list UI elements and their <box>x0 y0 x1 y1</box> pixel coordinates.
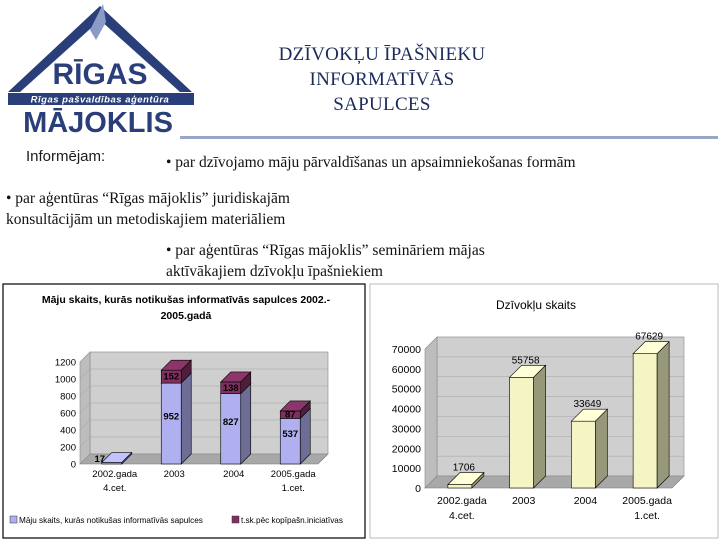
bar-series1-side <box>241 384 251 464</box>
rigas-majoklis-logo <box>0 0 200 140</box>
logo-agency-text: Rīgas pašvaldības aģentūra <box>30 94 170 106</box>
y-tick-label: 60000 <box>391 363 421 376</box>
bar-apartments-side <box>534 365 546 488</box>
bar-series1 <box>161 383 181 464</box>
bar-apartments-side <box>595 409 607 488</box>
right-chart-title: Dzīvokļu skaits <box>495 298 577 312</box>
bar-apartments <box>448 485 472 488</box>
bar-apartments <box>510 377 534 488</box>
bullet-consultations <box>6 188 290 230</box>
x-tick-label: 2003 <box>511 495 536 507</box>
bar-apartments-side <box>657 342 669 488</box>
right-chart-side-wall <box>425 337 437 488</box>
charts-area <box>0 282 720 540</box>
data-label-apartments: 1706 <box>452 462 475 474</box>
x-tick-label: 2002.gada <box>437 495 487 507</box>
y-tick-label: 10000 <box>391 463 421 476</box>
page-title <box>232 42 532 117</box>
data-label-series1: 827 <box>222 416 239 428</box>
data-label-apartments: 55758 <box>511 355 540 367</box>
x-tick-label: 1.cet. <box>281 483 305 494</box>
x-tick-label: 4.cet. <box>449 510 475 522</box>
y-tick-label: 1000 <box>54 374 76 386</box>
y-tick-label: 50000 <box>391 383 421 396</box>
y-tick-label: 20000 <box>391 443 421 456</box>
data-label-series2: 152 <box>163 371 180 383</box>
inform-label: Informējam: <box>26 148 106 165</box>
bullet-line: • par aģentūras “Rīgas mājoklis” semināriem mājas <box>166 242 485 259</box>
data-label-apartments: 33649 <box>573 399 602 411</box>
data-label-series2: 138 <box>222 382 239 394</box>
data-label-apartments: 67629 <box>635 331 664 343</box>
bullet-line: konsultācijām un metodiskajiem materiāliem <box>6 211 286 228</box>
y-tick-label: 30000 <box>391 423 421 436</box>
y-tick-label: 200 <box>60 442 76 454</box>
title-line: SAPULCES <box>333 94 431 115</box>
legend-swatch-series2 <box>232 516 239 523</box>
x-tick-label: 2005.gada <box>270 469 316 480</box>
y-tick-label: 70000 <box>391 344 421 356</box>
bullet-line: • par aģentūras “Rīgas mājoklis” juridiskajām <box>6 190 290 207</box>
legend-label-series1: Māju skaits, kurās notikušas informatīvās sapulces <box>19 516 203 525</box>
data-label-series1: 952 <box>163 411 180 423</box>
data-label-series1: 537 <box>282 429 299 441</box>
x-tick-label: 2005.gada <box>622 495 672 507</box>
left-chart-legend <box>10 516 343 525</box>
logo-rigas-text: RĪGAS <box>52 58 148 91</box>
header-divider <box>180 136 718 139</box>
left-chart-title-line1: Māju skaits, kurās notikušas informatīvās sapulces 2002.- <box>41 294 331 306</box>
y-tick-label: 40000 <box>391 403 421 416</box>
bar-apartments <box>633 354 657 488</box>
title-line: INFORMATĪVĀS <box>309 69 455 90</box>
y-tick-label: 800 <box>60 391 76 403</box>
y-tick-label: 0 <box>415 483 421 495</box>
bullet-management-forms: • par dzīvojamo māju pārvaldīšanas un apsaimniekošanas formām <box>166 154 576 171</box>
y-tick-label: 600 <box>60 408 76 420</box>
y-tick-label: 400 <box>60 425 76 437</box>
data-label-series2: 87 <box>284 409 296 421</box>
data-label-series1: 17 <box>94 454 106 465</box>
title-line: DZĪVOKĻU ĪPAŠNIEKU <box>278 44 486 65</box>
x-tick-label: 2003 <box>163 469 185 480</box>
x-tick-label: 2004 <box>223 469 245 480</box>
bar-apartments <box>571 421 595 488</box>
y-tick-label: 0 <box>70 459 76 471</box>
bar-series1-side <box>181 373 191 464</box>
left-chart-title-line2: 2005.gadā <box>160 310 212 322</box>
bar-series1 <box>221 394 241 464</box>
legend-label-series2: t.sk.pēc kopīpašn.iniciatīvas <box>241 516 343 525</box>
bullet-seminars <box>166 240 485 282</box>
bar-series1 <box>280 418 300 464</box>
x-tick-label: 2004 <box>573 495 598 507</box>
bullet-line: aktīvākajiem dzīvokļu īpašniekiem <box>166 263 383 280</box>
logo-majoklis-text: MĀJOKLIS <box>23 107 173 139</box>
legend-swatch-series1 <box>10 516 17 523</box>
x-tick-label: 2002.gada <box>92 469 138 480</box>
y-tick-label: 1200 <box>54 357 76 369</box>
x-tick-label: 1.cet. <box>634 510 660 522</box>
x-tick-label: 4.cet. <box>103 483 127 494</box>
